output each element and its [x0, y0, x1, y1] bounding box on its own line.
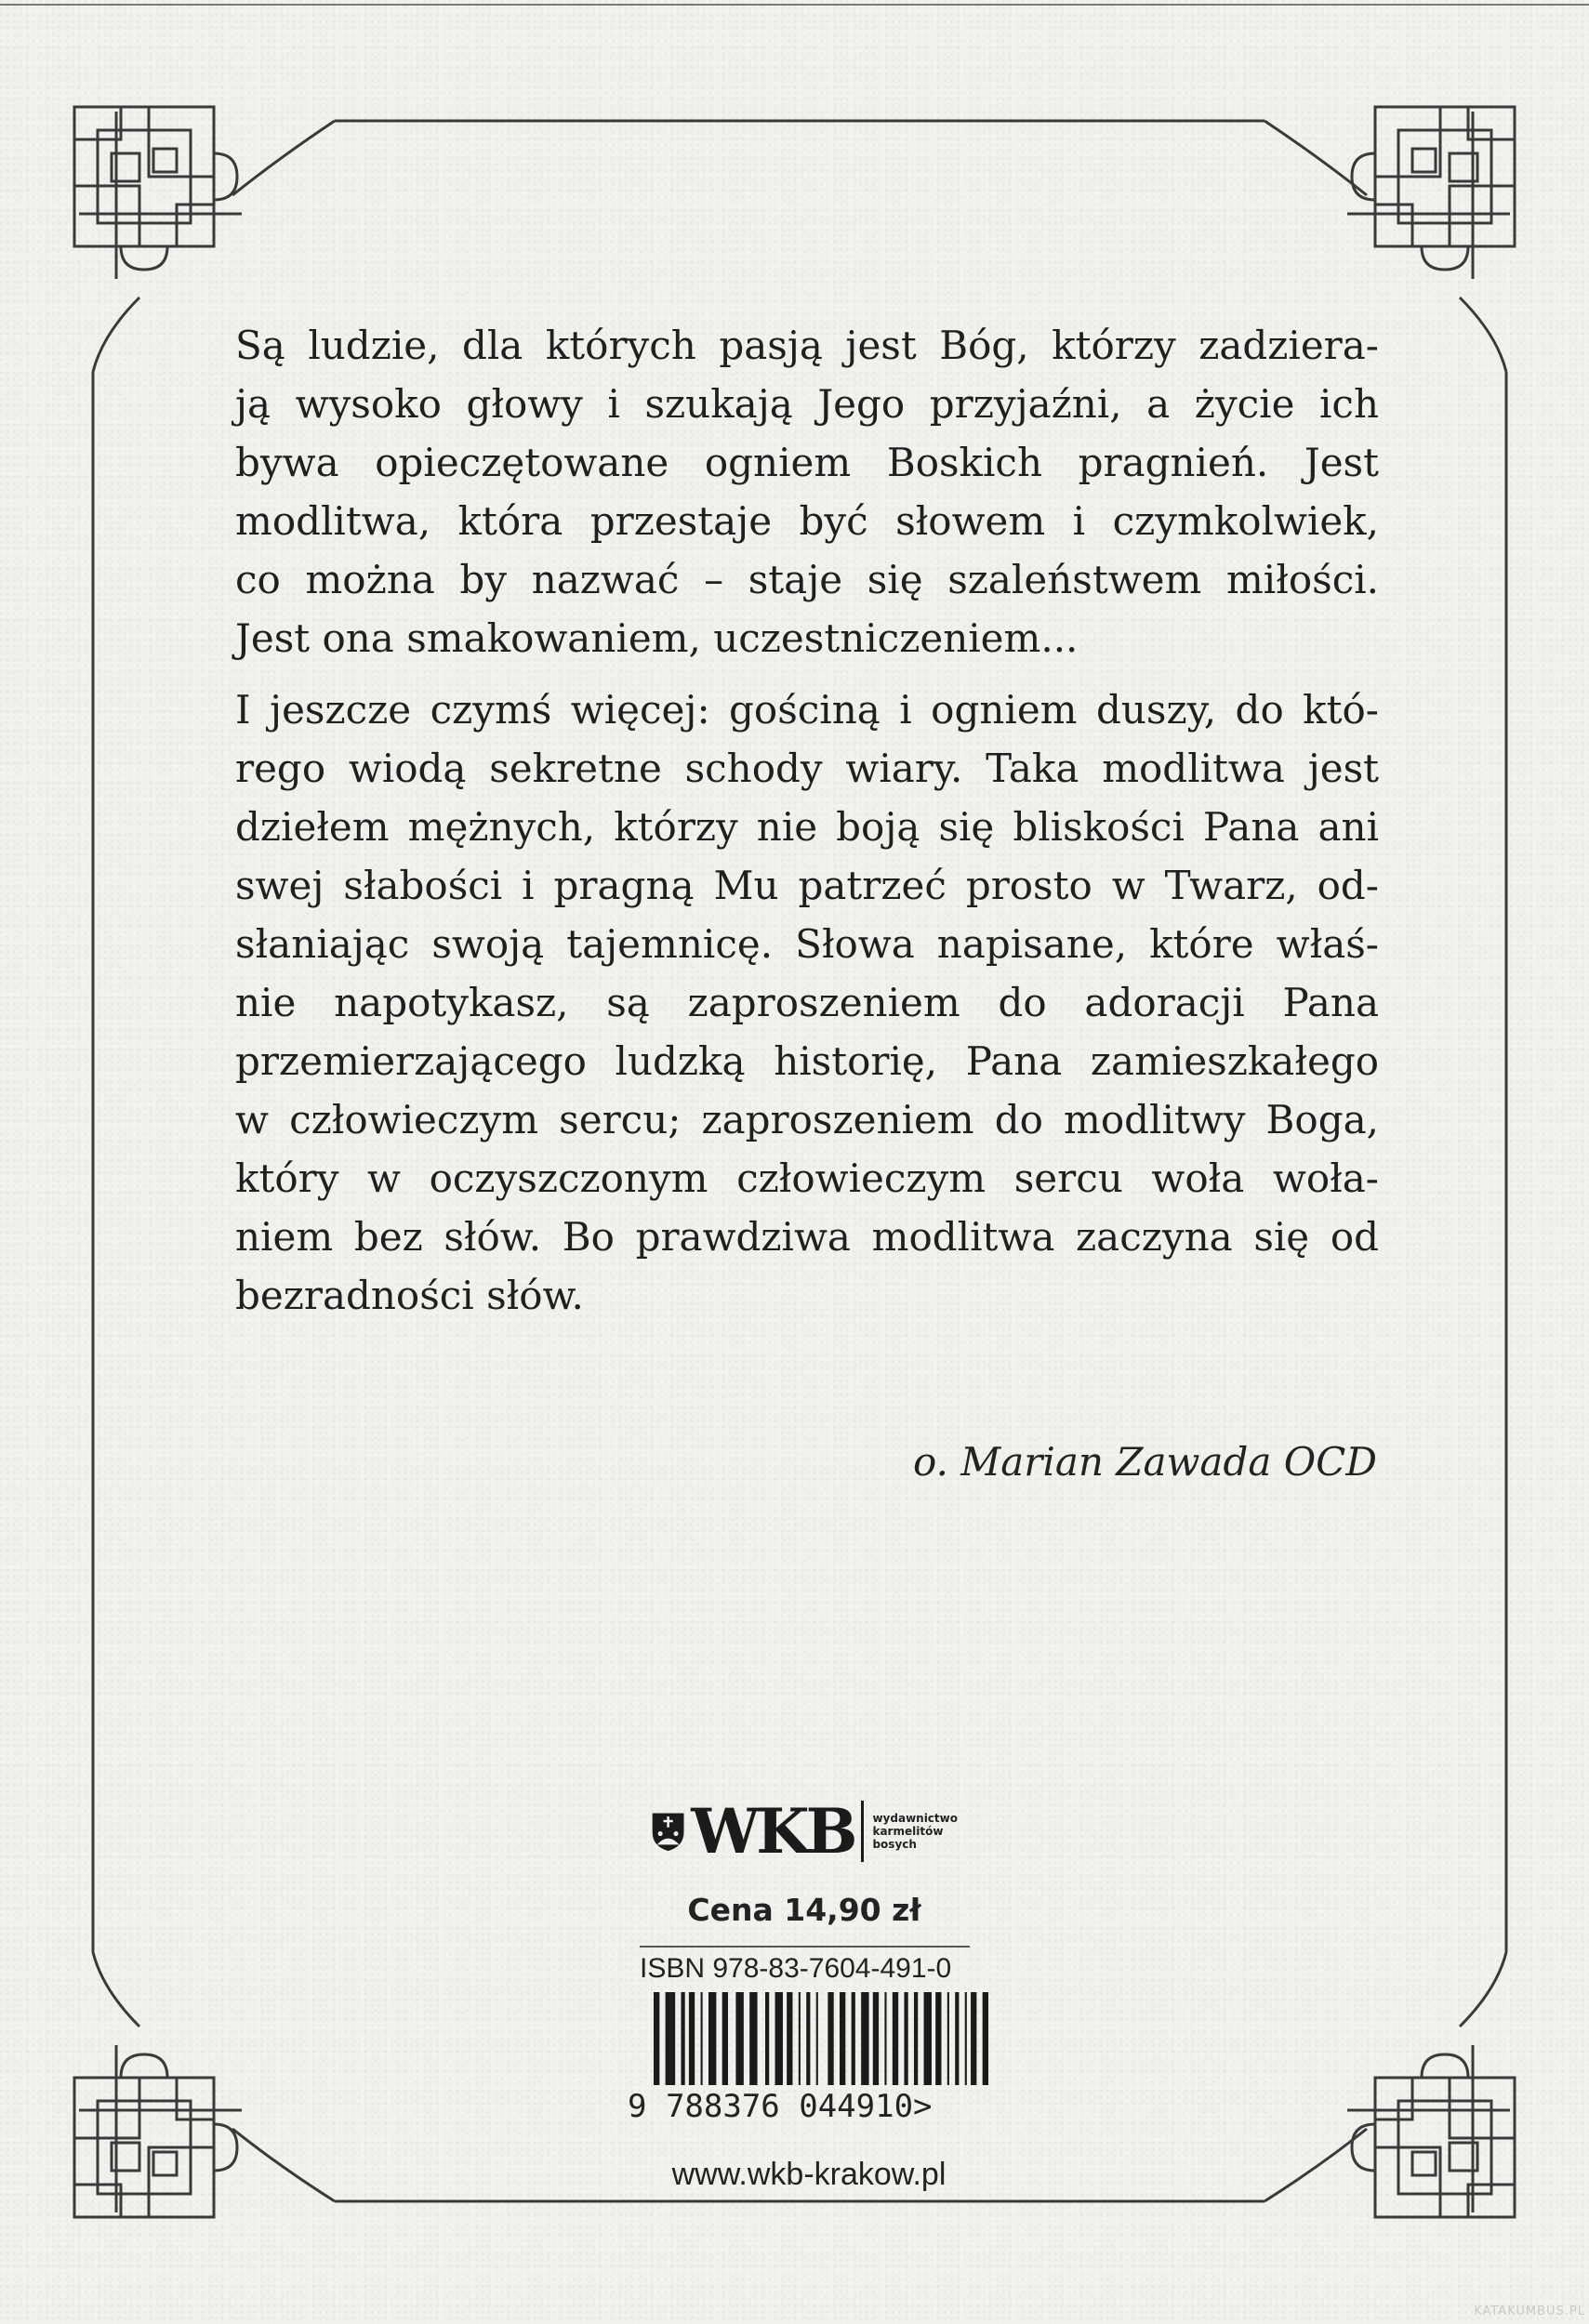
text-line: przemierzającego ludzką historię, Pana zamieszkałego: [235, 1038, 1379, 1084]
publisher-website: www.wkb-krakow.pl: [671, 2157, 947, 2192]
barcode-bar: [893, 1992, 898, 2085]
text-line: modlitwa, która przestaje być słowem i czymkolwiek,: [235, 498, 1379, 544]
logo-subtitle: [872, 1812, 958, 1851]
back-cover-text: [235, 316, 1379, 1325]
text-line: nie napotykasz, są zaproszeniem do adoracji Pana: [235, 980, 1379, 1025]
barcode-bar: [924, 1992, 932, 2085]
barcode-bar: [671, 1992, 675, 2085]
text-line: dziełem mężnych, którzy nie boją się bliskości Pana ani: [235, 804, 1379, 850]
barcode-bar: [840, 1992, 845, 2085]
barcode-bar: [681, 1992, 684, 2085]
barcode-bar: [873, 1992, 879, 2085]
barcode-bar: [914, 1992, 918, 2085]
barcode-bar: [787, 1992, 792, 2085]
barcode-bar: [884, 1992, 886, 2085]
barcode-bar: [971, 1992, 976, 2085]
text-line: swej słabości i pragną Mu patrzeć prosto w Twarz, od-: [235, 863, 1379, 908]
corner-ornament-top-left: [74, 107, 242, 279]
barcode-bar: [861, 1992, 868, 2085]
barcode-bar: [816, 1992, 818, 2085]
text-line: bywa opieczętowane ogniem Boskich pragnień. Jest: [235, 440, 1379, 485]
barcode-bar: [799, 1992, 801, 2085]
barcode-bar: [806, 1992, 810, 2085]
text-line: Jest ona smakowaniem, uczestniczeniem...: [235, 615, 1079, 661]
corner-ornament-bottom-right: [1347, 2045, 1515, 2217]
barcode-bar: [666, 1992, 671, 2085]
barcode-number: 9 788376 044910: [628, 2088, 914, 2125]
text-line: rego wiodą sekretne schody wiary. Taka modlitwa jest: [235, 746, 1379, 791]
barcode-bar: [947, 1992, 949, 2085]
text-line: ją wysoko głowy i szukają Jego przyjaźni, a życie ich: [235, 381, 1379, 427]
text-line: który w oczyszczonym człowieczym sercu woła woła-: [235, 1155, 1379, 1201]
barcode-bar: [735, 1992, 743, 2085]
author-signature: o. Marian Zawada OCD: [913, 1439, 1377, 1485]
barcode-bar: [935, 1992, 941, 2085]
carmelite-crest-icon: [651, 1806, 685, 1856]
barcode-bar: [965, 1992, 967, 2085]
watermark: KATAKUMBUS.PL: [1474, 2304, 1585, 2318]
text-line: w człowieczym sercu; zaproszeniem do modlitwy Boga,: [235, 1097, 1379, 1142]
barcode-bar: [689, 1992, 695, 2085]
barcode-bar: [828, 1992, 833, 2085]
text-line: I jeszcze czymś więcej: gościną i ogniem duszy, do któ-: [235, 687, 1379, 733]
barcode-bar: [708, 1992, 716, 2085]
text-line: co można by nazwać – staje się szaleństwem miłości.: [235, 557, 1379, 602]
barcode-bar: [904, 1992, 907, 2085]
corner-ornament-bottom-left: [74, 2045, 242, 2217]
logo-subtitle-line: karmelitów: [872, 1825, 944, 1838]
barcode-end-mark: >: [913, 2088, 933, 2125]
barcode-bar: [852, 1992, 855, 2085]
paragraph-2: [235, 680, 1379, 1325]
paragraph-1: [235, 316, 1379, 667]
publisher-logo: [651, 1795, 958, 1868]
logo-subtitle-line: bosych: [872, 1838, 917, 1851]
barcode-bar: [983, 1992, 988, 2085]
text-line: bezradności słów.: [235, 1273, 584, 1318]
barcode-bar: [955, 1992, 959, 2085]
barcode-bar: [765, 1992, 769, 2085]
text-line: niem bez słów. Bo prawdziwa modlitwa zaczyna się od: [235, 1214, 1379, 1260]
logo-wordmark: WKB: [691, 1801, 864, 1862]
barcode-bar: [749, 1992, 757, 2085]
barcode-bar: [775, 1992, 783, 2085]
barcode-digits: [628, 2088, 933, 2125]
logo-subtitle-line: wydawnictwo: [872, 1812, 958, 1825]
barcode-bar: [701, 1992, 703, 2085]
text-line: Są ludzie, dla których pasją jest Bóg, którzy zadziera-: [235, 323, 1379, 368]
corner-ornament-top-right: [1347, 107, 1515, 279]
barcode-bar: [654, 1992, 659, 2085]
text-line: słaniając swoją tajemnicę. Słowa napisane, które właś-: [235, 921, 1379, 967]
barcode-bar: [722, 1992, 728, 2085]
isbn-label: ISBN 978-83-7604-491-0: [640, 1946, 970, 1985]
price-label: Cena 14,90 zł: [687, 1892, 921, 1928]
